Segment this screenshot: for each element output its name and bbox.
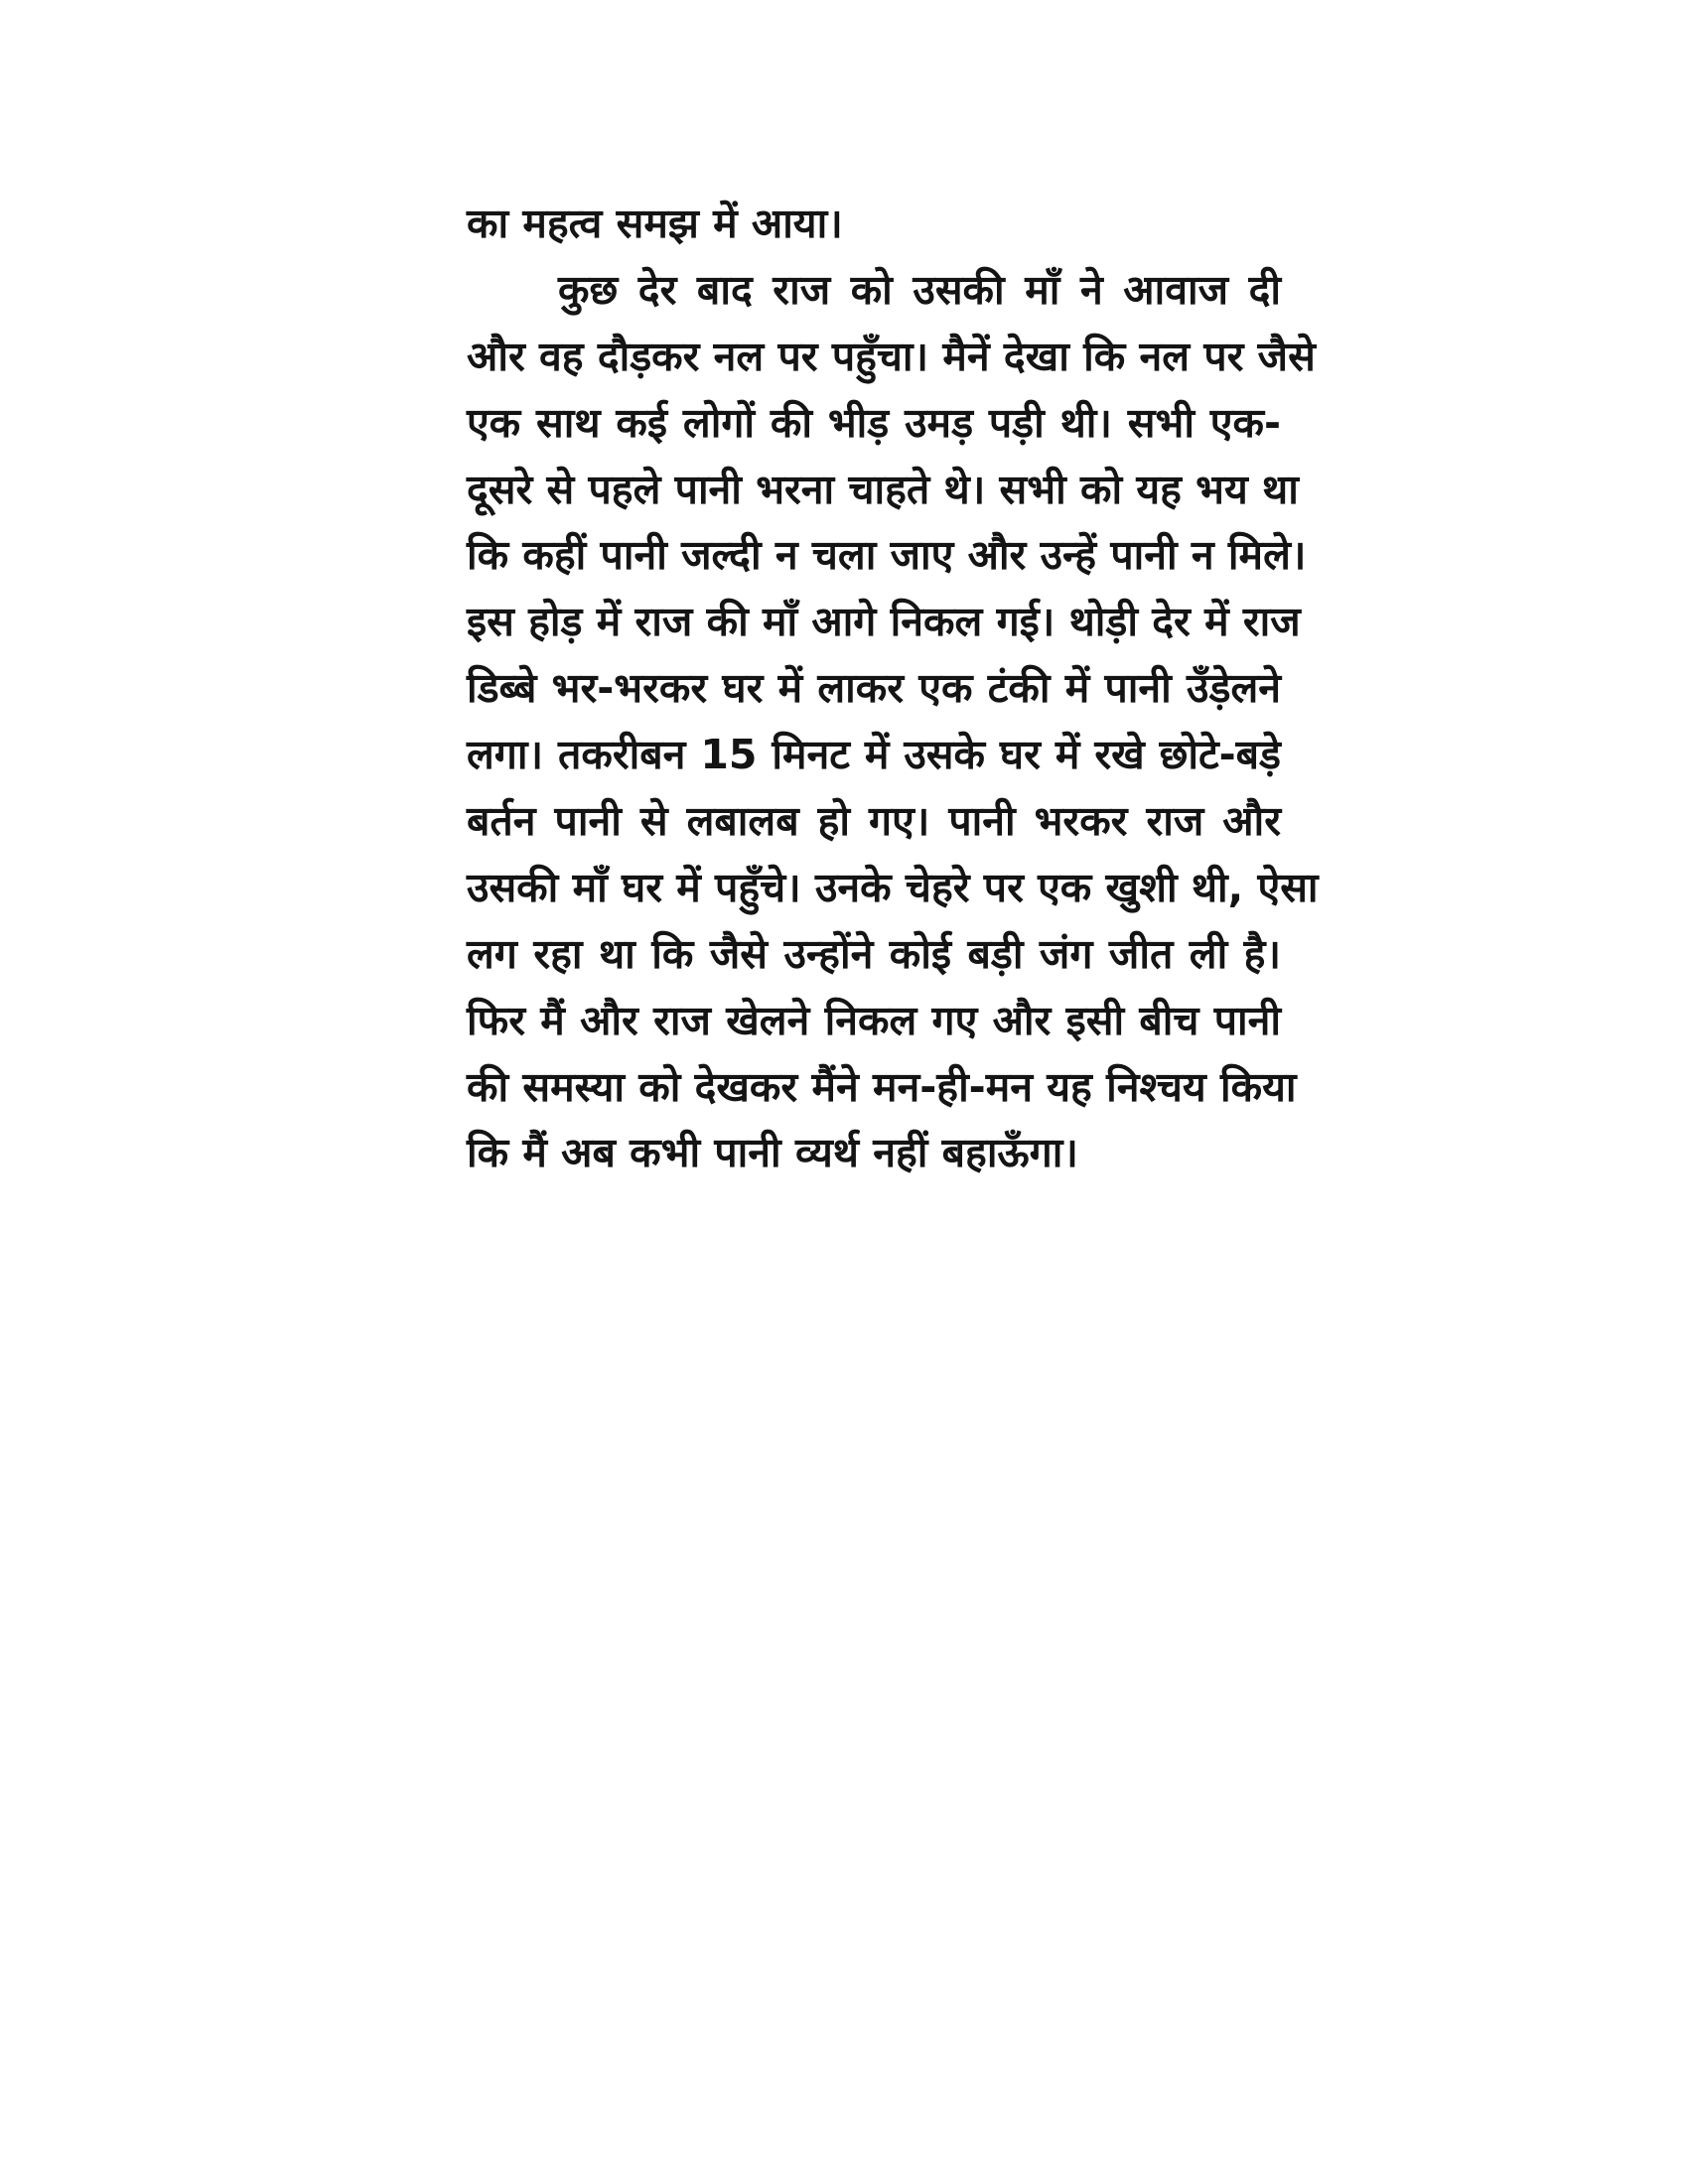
text-line-5: दूसरे से पहले पानी भरना चाहते थे। सभी को यह भय था xyxy=(467,465,1299,513)
text-line-1: का महत्व समझ में आया। xyxy=(467,200,843,247)
text-line-6: कि कहीं पानी जल्दी न चला जाए और उन्हें पानी न मिले। xyxy=(467,531,1307,580)
text-line-13: फिर मैं और राज खेलने निकल गए और इसी बीच पानी xyxy=(467,996,1281,1044)
text-line-7: इस होड़ में राज की माँ आगे निकल गई। थोड़ी देर में राज xyxy=(467,598,1301,646)
text-line-2: कुछ देर बाद राज को उसकी माँ ने आवाज दी xyxy=(558,265,1281,314)
text-line-15: कि मैं अब कभी पानी व्यर्थ नहीं बहाऊँगा। xyxy=(467,1129,1078,1177)
text-line-10: बर्तन पानी से लबालब हो गए। पानी भरकर राज और xyxy=(467,797,1281,846)
text-line-9: लगा। तकरीबन 15 मिनट में उसके घर में रखे छोटे-बड़े xyxy=(467,731,1281,779)
story-text-block xyxy=(467,191,1319,1186)
text-line-3: और वह दौड़कर नल पर पहुँचा। मैनें देखा कि नल पर जैसे xyxy=(467,332,1316,380)
text-line-14: की समस्या को देखकर मैंने मन-ही-मन यह निश्चय किया xyxy=(467,1062,1297,1111)
text-line-12: लग रहा था कि जैसे उन्होंने कोई बड़ी जंग जीत ली है। xyxy=(467,929,1281,978)
text-line-4: एक साथ कई लोगों की भीड़ उमड़ पड़ी थी। सभी एक- xyxy=(467,398,1281,447)
text-line-8: डिब्बे भर-भरकर घर में लाकर एक टंकी में पानी उँड़ेलने xyxy=(467,664,1281,713)
text-line-11: उसकी माँ घर में पहुँचे। उनके चेहरे पर एक खुशी थी, ऐसा xyxy=(467,863,1319,911)
